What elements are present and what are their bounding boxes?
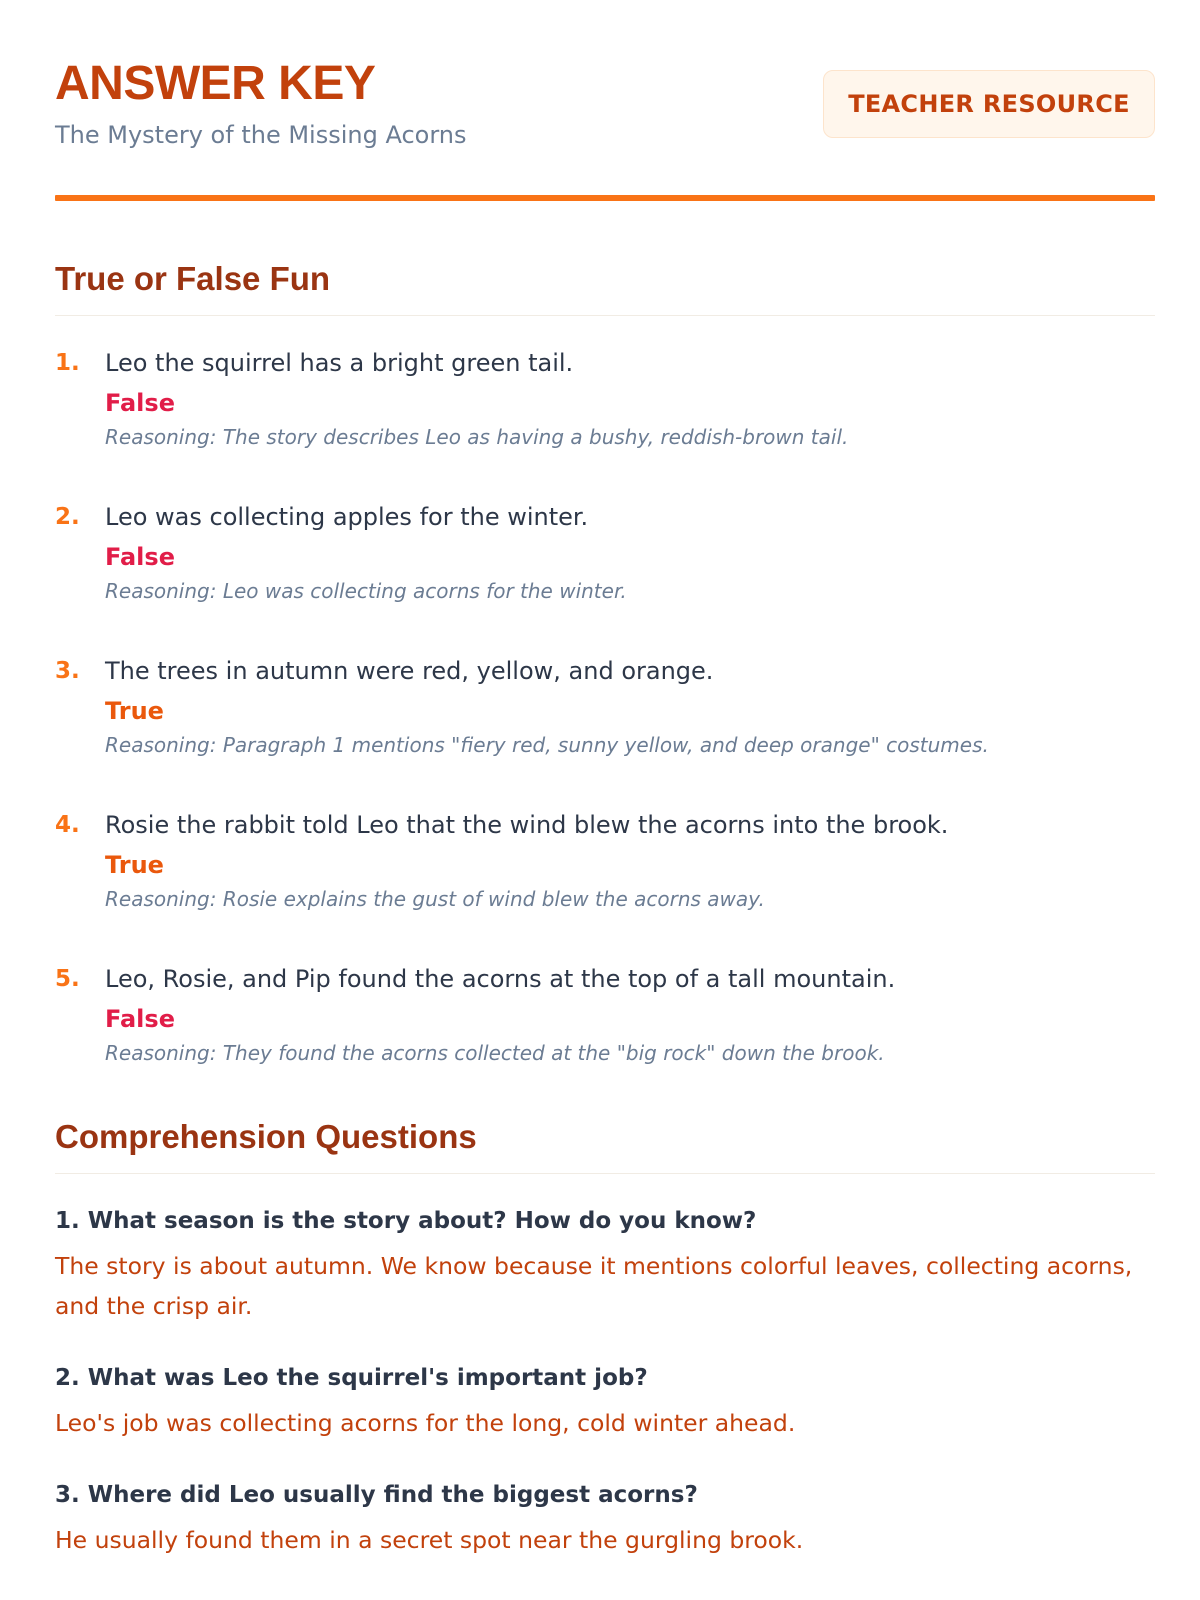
section-divider <box>55 1173 1155 1174</box>
item-number: 4. <box>55 812 80 838</box>
answer-false: False <box>105 543 175 571</box>
reasoning: Reasoning: They found the acorns collected at the "big rock" down the brook. <box>105 1041 885 1065</box>
true-false-item-5 <box>55 964 1155 1118</box>
comprehension-item-2 <box>55 1363 1155 1443</box>
reasoning: Reasoning: Rosie explains the gust of wind blew the acorns away. <box>105 887 765 911</box>
item-number: 5. <box>55 966 80 992</box>
reasoning: Reasoning: Leo was collecting acorns for the winter. <box>105 579 627 603</box>
statement: Rosie the rabbit told Leo that the wind blew the acorns into the brook. <box>105 811 949 839</box>
true-false-section <box>55 259 1155 1118</box>
true-false-item-4 <box>55 810 1155 964</box>
teacher-resource-badge: TEACHER RESOURCE <box>823 70 1155 138</box>
statement: Leo, Rosie, and Pip found the acorns at the top of a tall mountain. <box>105 965 896 993</box>
story-subtitle: The Mystery of the Missing Acorns <box>55 121 467 149</box>
comprehension-heading: Comprehension Questions <box>55 1118 477 1155</box>
section-divider <box>55 315 1155 316</box>
reasoning: Reasoning: Paragraph 1 mentions "fiery red, sunny yellow, and deep orange" costumes. <box>105 733 989 757</box>
answer-false: False <box>105 389 175 417</box>
question: 3. Where did Leo usually find the biggest acorns? <box>55 1482 698 1508</box>
comprehension-section <box>55 1117 1155 1560</box>
item-number: 3. <box>55 658 80 684</box>
statement: Leo was collecting apples for the winter. <box>105 503 589 531</box>
item-number: 2. <box>55 504 80 530</box>
header <box>55 0 1155 200</box>
statement: Leo the squirrel has a bright green tail. <box>105 349 574 377</box>
answer: He usually found them in a secret spot near the gurgling brook. <box>55 1526 804 1554</box>
page-title: ANSWER KEY <box>55 57 376 110</box>
answer: The story is about autumn. We know because it mentions colorful leaves, collecting acorns, and the crisp air. <box>55 1252 1133 1320</box>
answer-key-page <box>55 0 1155 1554</box>
question: 1. What season is the story about? How do you know? <box>55 1208 757 1234</box>
comprehension-item-1 <box>55 1206 1155 1326</box>
true-false-item-3 <box>55 656 1155 810</box>
reasoning: Reasoning: The story describes Leo as having a bushy, reddish-brown tail. <box>105 425 849 449</box>
true-false-list <box>55 348 1155 1118</box>
answer-true: True <box>105 697 164 725</box>
answer-false: False <box>105 1005 175 1033</box>
item-number: 1. <box>55 350 80 376</box>
true-false-item-1 <box>55 348 1155 502</box>
true-false-heading: True or False Fun <box>55 260 331 297</box>
comprehension-item-3 <box>55 1480 1155 1560</box>
question: 2. What was Leo the squirrel's important job? <box>55 1365 648 1391</box>
answer-true: True <box>105 851 164 879</box>
statement: The trees in autumn were red, yellow, and orange. <box>105 657 714 685</box>
answer: Leo's job was collecting acorns for the long, cold winter ahead. <box>55 1409 796 1437</box>
true-false-item-2 <box>55 502 1155 656</box>
header-divider <box>55 195 1155 201</box>
